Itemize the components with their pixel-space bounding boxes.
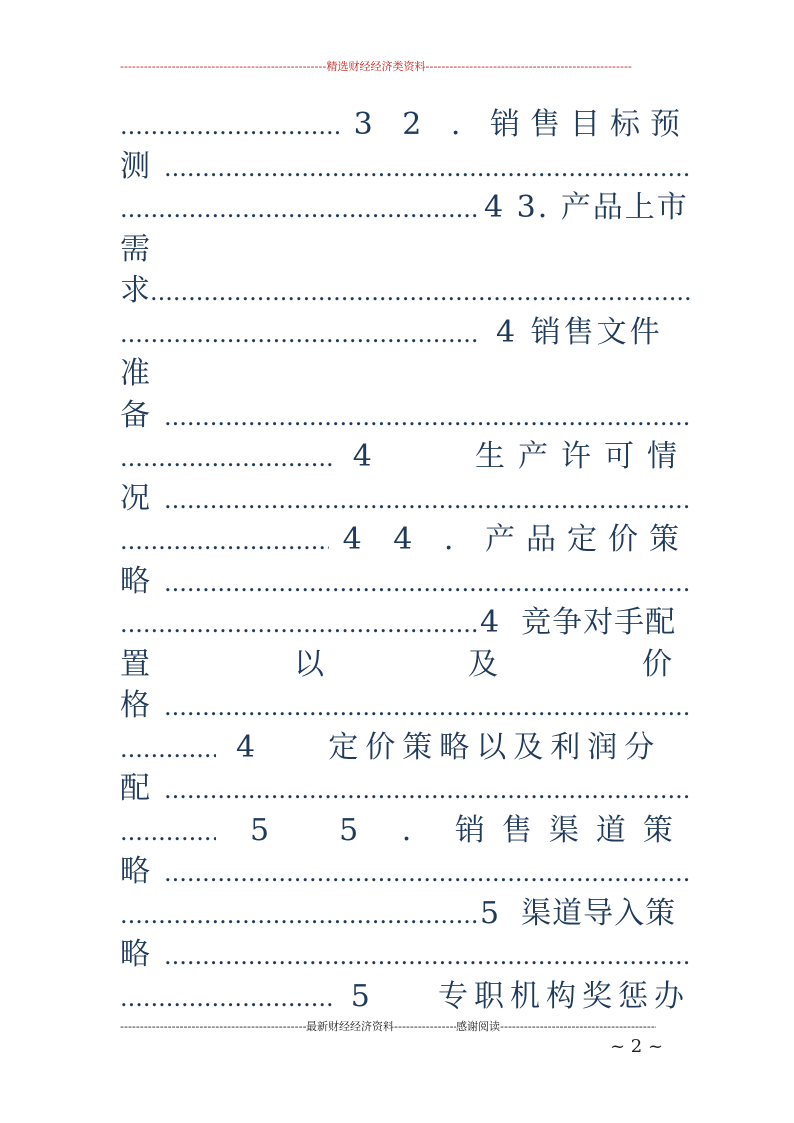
toc-line: 格 ..... bbox=[120, 685, 690, 727]
header-rule-left bbox=[120, 60, 327, 73]
toc-line: 置 以 及 价 bbox=[120, 646, 672, 682]
header-rule-right bbox=[426, 60, 633, 73]
toc-line: ..... 4 3. 产品上市 bbox=[120, 187, 690, 229]
toc-line: ..... 5 专职机构奖惩办 bbox=[120, 976, 690, 1018]
toc-line: 略 ..... bbox=[120, 851, 690, 893]
toc-line: ..... 4 定价策略以及利润分 bbox=[120, 727, 690, 769]
page-footer bbox=[120, 1018, 656, 1034]
footer-rule-right bbox=[500, 1020, 656, 1033]
toc-line: 测 ..... bbox=[120, 146, 690, 188]
footer-left-text: 最新财经经济资料 bbox=[306, 1020, 394, 1033]
toc-line: ..... 4 销售文件 bbox=[120, 312, 690, 354]
toc-line: 准 bbox=[120, 356, 150, 391]
toc-line: ..... 5 渠道导入策 bbox=[120, 893, 690, 935]
page-header bbox=[120, 58, 632, 74]
toc-line: ..... 5 5 . 销售渠道策 bbox=[120, 810, 690, 852]
toc-line: 备 ..... bbox=[120, 395, 690, 437]
toc-line: ..... 3 2 . 销售目标预 bbox=[120, 104, 690, 146]
toc-line: 求 ..... bbox=[120, 270, 690, 312]
footer-rule-middle bbox=[394, 1020, 456, 1033]
toc-line: ..... 4 竞争对手配 bbox=[120, 602, 690, 644]
table-of-contents bbox=[120, 104, 690, 1017]
footer-right-text: 感谢阅读 bbox=[456, 1020, 500, 1033]
header-text: 精选财经经济类资料 bbox=[326, 60, 426, 73]
toc-line: 需 bbox=[120, 231, 150, 267]
toc-line: ..... 4 4 . 产品定价策 bbox=[120, 519, 690, 561]
footer-rule-left bbox=[120, 1020, 306, 1033]
toc-line: 略 ..... bbox=[120, 934, 690, 976]
toc-line: 配 ..... bbox=[120, 768, 690, 810]
toc-line: ..... 4 生产许可情 bbox=[120, 436, 690, 478]
page-number: ~ 2 ~ bbox=[610, 1036, 664, 1057]
toc-line: 略 ..... bbox=[120, 561, 690, 603]
toc-line: 况 ..... bbox=[120, 478, 690, 520]
